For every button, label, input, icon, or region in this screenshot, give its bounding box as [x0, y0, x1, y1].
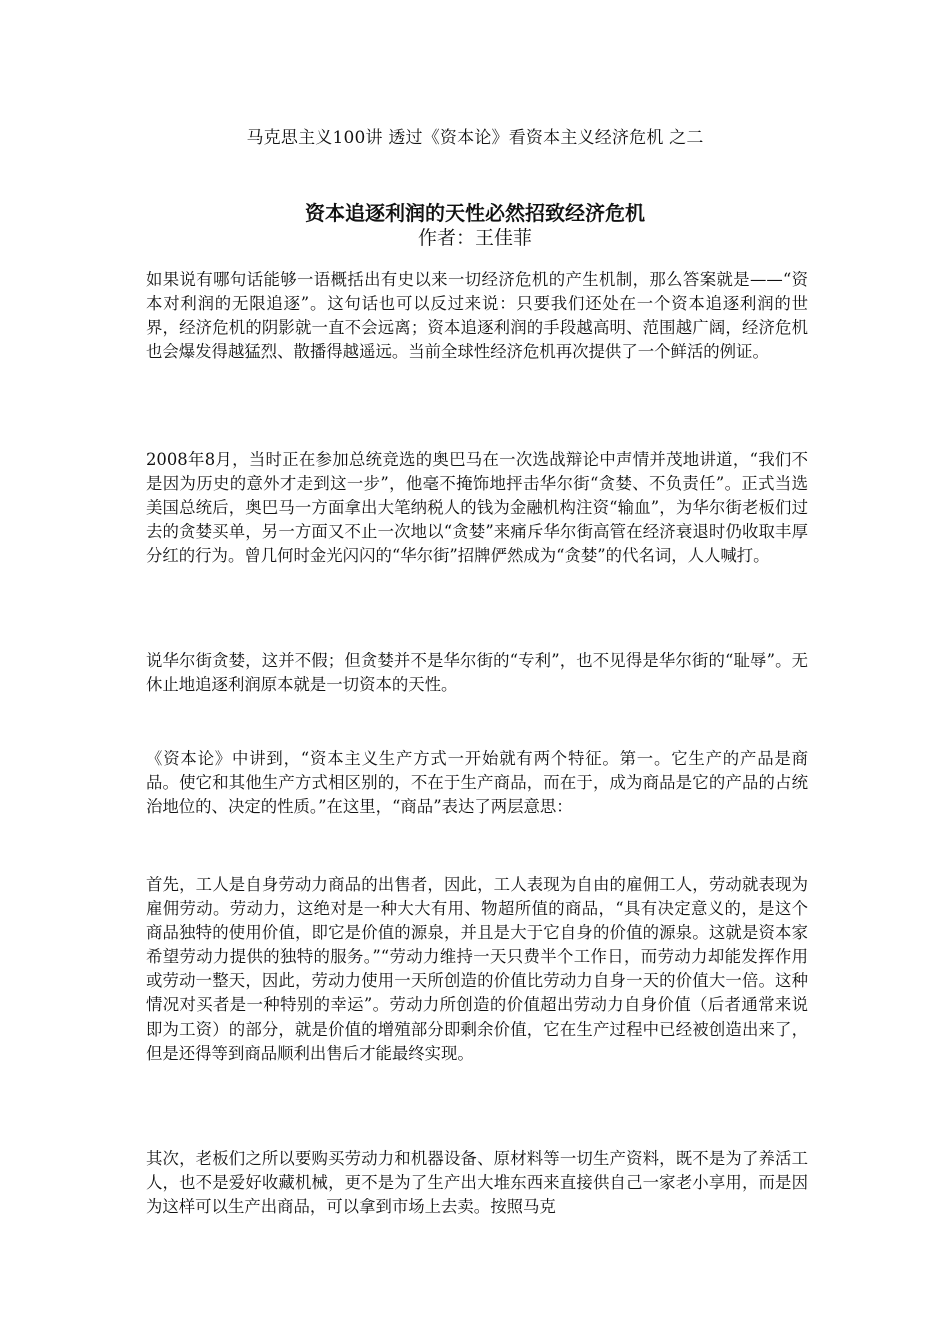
paragraph-2: 2008年8月，当时正在参加总统竞选的奥巴马在一次选战辩论中声情并茂地讲道，“我们不是因为历史的意外才走到这一步”，他毫不掩饰地抨击华尔街“贪婪、不负责任”。正式当选美国总统后，奥巴马一方面拿出大笔纳税人的钱为金融机构注资“输血”，为华尔街老板们过去的贪婪买单，另一方面又不止一次地以“贪婪”来痛斥华尔街高管在经济衰退时仍收取丰厚分红的行为。曾几何时金光闪闪的“华尔街”招牌俨然成为“贪婪”的代名词，人人喊打。 [146, 450, 808, 566]
series-title: 马克思主义100讲 透过《资本论》看资本主义经济危机 之二 [246, 128, 704, 148]
paragraph-3: 说华尔街贪婪，这并不假；但贪婪并不是华尔街的“专利”，也不见得是华尔街的“耻辱”。无休止地追逐利润原本就是一切资本的天性。 [146, 651, 808, 695]
author-line: 作者：王佳菲 [417, 227, 532, 249]
article-title: 资本追逐利润的天性必然招致经济危机 [305, 201, 645, 225]
paragraph-5: 首先，工人是自身劳动力商品的出售者，因此，工人表现为自由的雇佣工人，劳动就表现为雇佣劳动。劳动力，这绝对是一种大大有用、物超所值的商品，“具有决定意义的，是这个商品独特的使用价值，即它是价值的源泉，并且是大于它自身的价值的源泉。这就是资本家希望劳动力提供的独特的服务。”“劳动力维持一天只费半个工作日，而劳动力却能发挥作用或劳动一整天，因此，劳动力使用一天所创造的价值比劳动力自身一天的价值大一倍。这种情况对买者是一种特别的幸运”。劳动力所创造的价值超出劳动力自身价值（后者通常来说即为工资）的部分，就是价值的增殖部分即剩余价值，它在生产过程中已经被创造出来了，但是还得等到商品顺利出售后才能最终实现。 [146, 875, 808, 1063]
paragraph-4: 《资本论》中讲到，“资本主义生产方式一开始就有两个特征。第一。它生产的产品是商品。使它和其他生产方式相区别的，不在于生产商品，而在于，成为商品是它的产品的占统治地位的、决定的性质。”在这里，“商品”表达了两层意思： [146, 749, 808, 817]
paragraph-6: 其次，老板们之所以要购买劳动力和机器设备、原材料等一切生产资料，既不是为了养活工人，也不是爱好收藏机械，更不是为了生产出大堆东西来直接供自己一家老小享用，而是因为这样可以生产出商品，可以拿到市场上去卖。按照马克 [146, 1149, 808, 1217]
paragraph-1: 如果说有哪句话能够一语概括出有史以来一切经济危机的产生机制，那么答案就是——“资本对利润的无限追逐”。这句话也可以反过来说：只要我们还处在一个资本追逐利润的世界，经济危机的阴影就一直不会远离；资本追逐利润的手段越高明、范围越广阔，经济危机也会爆发得越猛烈、散播得越遥远。当前全球性经济危机再次提供了一个鲜活的例证。 [146, 270, 808, 362]
